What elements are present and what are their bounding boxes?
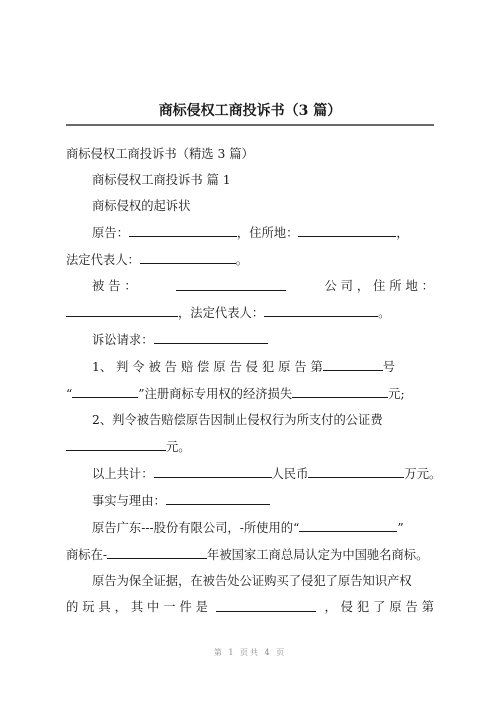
blank-field bbox=[129, 224, 237, 237]
page-footer: 第 1 页共 4 页 bbox=[213, 648, 287, 657]
total-line: 以上共计： 人民币 万元。 bbox=[92, 467, 442, 481]
blank-field bbox=[140, 251, 236, 264]
blank-field bbox=[154, 331, 268, 344]
claims-heading: 诉讼请求： bbox=[66, 331, 434, 348]
blank-field bbox=[216, 599, 316, 612]
claim-1-line: 1、 判 令 被 告 赔 偿 原 告 侵 犯 原 告 第 号 bbox=[92, 360, 396, 374]
blank-field bbox=[323, 358, 383, 371]
blank-field bbox=[264, 304, 378, 317]
blank-field bbox=[176, 278, 286, 291]
defendant-rep-line: ，法定代表人： 。 bbox=[66, 304, 434, 321]
facts-line-3: 原告为保全证据，在被告处公证购买了侵犯了原告知识产权 bbox=[92, 574, 412, 588]
claim-2-line: 2、判令被告赔偿原告因制止侵权行为所支付的公证费 bbox=[92, 413, 383, 427]
title-divider bbox=[66, 124, 434, 126]
blank-field bbox=[298, 224, 396, 237]
blank-field bbox=[299, 519, 397, 532]
document-body bbox=[66, 146, 442, 615]
defendant-line: 被 告 ： 公 司 ， 住 所 地 ： bbox=[92, 279, 434, 293]
blank-field bbox=[66, 304, 178, 317]
subtitle-line: 商标侵权工商投诉书（精选 3 篇） bbox=[66, 147, 254, 161]
blank-field bbox=[72, 385, 138, 398]
facts-heading: 事实与理由： bbox=[66, 492, 434, 509]
blank-field bbox=[292, 385, 388, 398]
legal-rep-line: 法定代表人： 。 bbox=[66, 253, 249, 267]
blank-field bbox=[107, 546, 207, 559]
facts-line-4: 的 玩 具 ， 其 中 一 件 是 ， 侵 犯 了 原 告 第 bbox=[66, 600, 434, 614]
section-heading: 商标侵权工商投诉书 篇 1 bbox=[92, 173, 231, 187]
claim-1-cont: “ ”注册商标专用权的经济损失 元; bbox=[66, 387, 405, 401]
blank-field bbox=[66, 438, 166, 451]
facts-line-1: 原告广东---股份有限公司，-所使用的“ ” bbox=[92, 521, 404, 535]
plaintiff-line: 原告： ，住所地： ， bbox=[92, 226, 409, 240]
document-title: 商标侵权工商投诉书（3 篇） bbox=[158, 103, 342, 119]
facts-line-2: 商标在- 年被国家工商总局认定为中国驰名商标。 bbox=[66, 548, 429, 562]
claim-2-cont: 元。 bbox=[66, 438, 434, 455]
section-subheading: 商标侵权的起诉状 bbox=[92, 199, 191, 213]
blank-field bbox=[166, 492, 270, 505]
blank-field bbox=[154, 465, 272, 478]
blank-field bbox=[308, 465, 404, 478]
